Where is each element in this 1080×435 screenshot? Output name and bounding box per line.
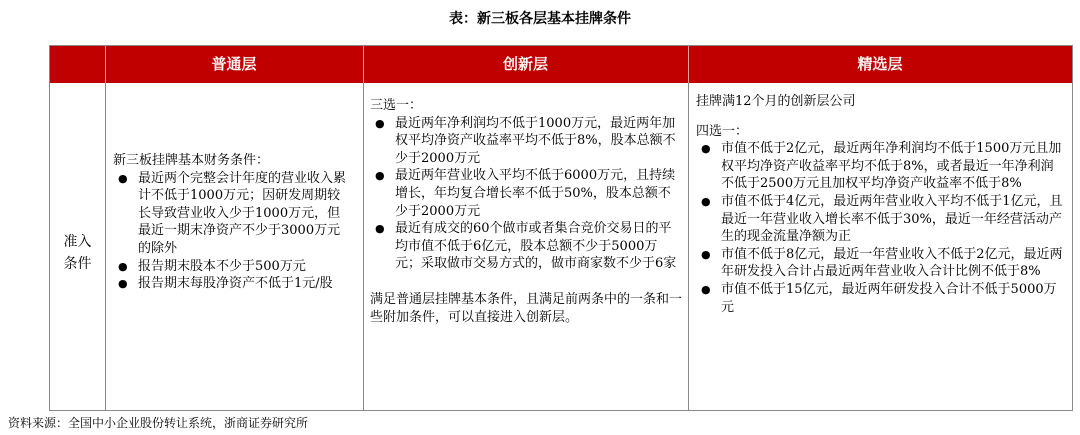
header-innovation-tier: 创新层 xyxy=(502,55,548,73)
column-divider xyxy=(363,83,364,410)
select-intro: 挂牌满12个月的创新层公司 xyxy=(696,94,856,109)
list-item xyxy=(696,281,1066,316)
header-basic-tier: 普通层 xyxy=(211,55,257,73)
list-item xyxy=(696,246,1066,281)
column-divider xyxy=(105,83,106,410)
list-item-text: 报告期末每股净资产不低于1元/股 xyxy=(138,276,333,292)
bullet-icon: ● xyxy=(701,142,711,156)
list-item-text: 最近两年营业收入平均不低于6000万元，且持续增长，年均复合增长率不低于50%，股本总额不少于2000万元 xyxy=(395,168,676,219)
innovation-footer: 满足普通层挂牌基本条件，且满足前两条中的一条和一些附加条件，可以直接进入创新层。 xyxy=(370,291,683,325)
bullet-icon: ● xyxy=(701,194,711,208)
list-item xyxy=(370,167,682,220)
header-select-tier: 精选层 xyxy=(857,55,903,73)
list-item-text: 市值不低于2亿元，最近两年净利润均不低于1500万元且加权平均净资产收益率平均不低于8%，或者最近一年净利润不低于2500万元且加权平均净资产收益率不低于8% xyxy=(721,141,1062,192)
list-item-text: 最近有成交的60个做市或者集合竞价交易日的平均市值不低于6亿元，股本总额不少于5000万元；采取做市交易方式的，做市商家数不少于6家 xyxy=(395,221,677,272)
bullet-icon: ● xyxy=(375,116,385,130)
bullet-icon: ● xyxy=(701,282,711,296)
basic-tier-conditions xyxy=(113,152,353,293)
list-item xyxy=(370,220,682,273)
list-item xyxy=(113,275,353,293)
bullet-icon: ● xyxy=(375,169,385,183)
table-header-row xyxy=(50,46,1072,83)
list-item-text: 市值不低于15亿元，最近两年研发投入合计不低于5000万元 xyxy=(721,281,1057,315)
bullet-icon: ● xyxy=(118,259,128,273)
column-divider xyxy=(688,83,689,410)
innovation-intro: 三选一： xyxy=(370,98,423,113)
basic-intro: 新三板挂牌基本财务条件： xyxy=(113,153,270,168)
list-item-text: 报告期末股本不少于500万元 xyxy=(138,258,306,274)
table-title: 表：新三板各层基本挂牌条件 xyxy=(449,11,631,27)
row-label-admission: 准入 条件 xyxy=(63,234,92,272)
list-item-text: 最近两个完整会计年度的营业收入累计不低于1000万元；因研发周期较长导致营业收入少于1000万元，但最近一期末净资产不少于3000万元的除外 xyxy=(138,170,347,256)
source-note: 资料来源：全国中小企业股份转让系统，浙商证券研究所 xyxy=(8,416,309,430)
list-item xyxy=(370,115,682,168)
select-condition-list xyxy=(696,140,1066,316)
innovation-condition-list xyxy=(370,115,682,273)
list-item xyxy=(113,258,353,276)
list-item-text: 市值不低于8亿元，最近一年营业收入不低于2亿元，最近两年研发投入合计占最近两年营业收入合计比例不低于8% xyxy=(721,246,1063,280)
innovation-tier-conditions xyxy=(370,97,682,326)
listing-conditions-table xyxy=(49,45,1073,411)
bullet-icon: ● xyxy=(701,247,711,261)
list-item xyxy=(113,170,353,258)
list-item xyxy=(696,193,1066,246)
list-item-text: 市值不低于4亿元，最近两年营业收入平均不低于1亿元，且最近一年营业收入增长率不低于30%，最近一年经营活动产生的现金流量净额为正 xyxy=(721,193,1063,245)
bullet-icon: ● xyxy=(118,171,128,185)
list-item xyxy=(696,140,1066,193)
basic-condition-list xyxy=(113,170,353,293)
bullet-icon: ● xyxy=(118,277,128,291)
bullet-icon: ● xyxy=(375,222,385,236)
select-tier-conditions xyxy=(696,93,1066,316)
select-choose: 四选一： xyxy=(696,123,749,139)
list-item-text: 最近两年净利润均不低于1000万元，最近两年加权平均净资产收益率平均不低于8%，股本总额不少于2000万元 xyxy=(395,115,676,166)
